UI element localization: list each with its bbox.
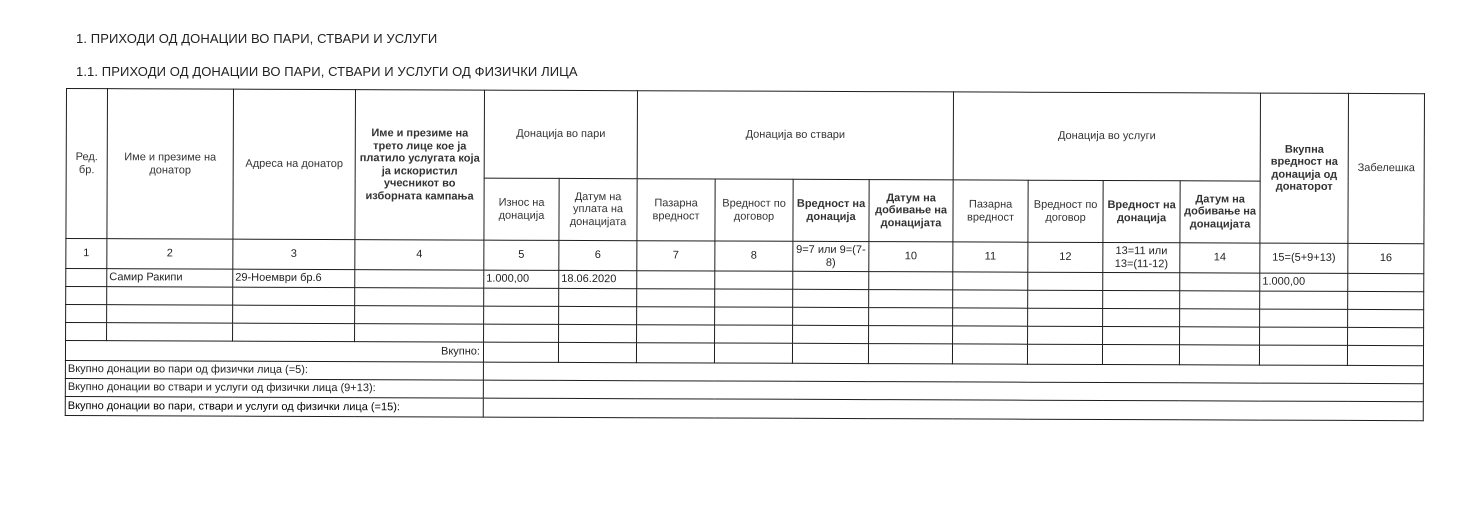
- header-goods-contract: Вредност по договор: [715, 179, 793, 241]
- header-goods-value: Вредност на донација: [793, 179, 869, 241]
- header-goods-market: Пазарна вредност: [637, 179, 715, 241]
- header-svc-market: Пазарна вредност: [953, 180, 1028, 242]
- header-svc-date: Датум на добивање на донацијата: [1180, 181, 1260, 243]
- column-number: 3: [233, 239, 355, 269]
- header-money-amount: Износ на донација: [484, 178, 559, 240]
- column-number: 6: [559, 240, 637, 270]
- header-goods-group: Донација во ствари: [637, 91, 953, 180]
- total-goods-services-label: Вкупно донации во ствари и услуги од физички лица (9+13):: [65, 378, 483, 398]
- column-number: 7: [637, 241, 715, 271]
- column-number: 15=(5+9+13): [1260, 243, 1348, 273]
- money-date-cell: 18.06.2020: [559, 270, 637, 288]
- header-money-date: Датум на уплата на донацијата: [559, 178, 637, 240]
- subsection-heading: 1.1. ПРИХОДИ ОД ДОНАЦИИ ВО ПАРИ, СТВАРИ И УСЛУГИ ОД ФИЗИЧКИ ЛИЦА: [76, 64, 578, 79]
- donations-table: [65, 88, 1425, 421]
- column-number: 16: [1348, 243, 1424, 273]
- header-goods-date: Датум на добивање на донацијата: [869, 180, 953, 242]
- header-services-group: Донација во услуги: [953, 92, 1260, 181]
- header-total-value: Вкупна вредност на донација од донаторот: [1260, 93, 1349, 243]
- header-svc-contract: Вредност по договор: [1028, 180, 1103, 242]
- total-all-row: [65, 396, 1423, 420]
- column-number: 5: [484, 240, 559, 270]
- header-note: Забелешка: [1348, 93, 1425, 243]
- header-svc-value: Вредност на донација: [1103, 180, 1180, 242]
- header-donor-name: Име и презиме на донатор: [107, 89, 234, 239]
- column-number: 14: [1180, 243, 1260, 273]
- header-red-br: Ред. бр.: [66, 89, 108, 239]
- column-number: 2: [107, 239, 233, 269]
- column-number: 1: [66, 239, 107, 269]
- total-value-cell: 1.000,00: [1260, 273, 1348, 291]
- section-heading: 1. ПРИХОДИ ОД ДОНАЦИИ ВО ПАРИ, СТВАРИ И УСЛУГИ: [76, 31, 438, 46]
- total-all-label: Вкупно донации во пари, ствари и услуги од физички лица (=15):: [65, 396, 483, 417]
- column-number: 11: [953, 242, 1028, 272]
- column-number: 12: [1028, 242, 1103, 272]
- vkupno-label: Вкупно:: [65, 341, 483, 363]
- donor-name-cell: Самир Ракипи: [107, 269, 233, 287]
- column-number: 9=7 или 9=(7-8): [793, 241, 869, 271]
- donor-address-cell: 29-Ноември бр.6: [233, 269, 355, 287]
- header-money-group: Донација во пари: [484, 90, 637, 179]
- money-amount-cell: 1.000,00: [484, 270, 559, 288]
- column-number: 4: [355, 240, 484, 270]
- header-third-party: Име и презиме на трето лице кое ја платило услугата која ја искористил учесникот во изборната кампања: [355, 90, 485, 240]
- column-number: 8: [715, 241, 793, 271]
- total-money-label: Вкупно донации во пари од физички лица (=5):: [65, 360, 483, 380]
- column-number: 10: [869, 242, 953, 272]
- column-number: 13=11 или 13=(11-12): [1103, 242, 1180, 272]
- header-donor-address: Адреса на донатор: [233, 89, 356, 239]
